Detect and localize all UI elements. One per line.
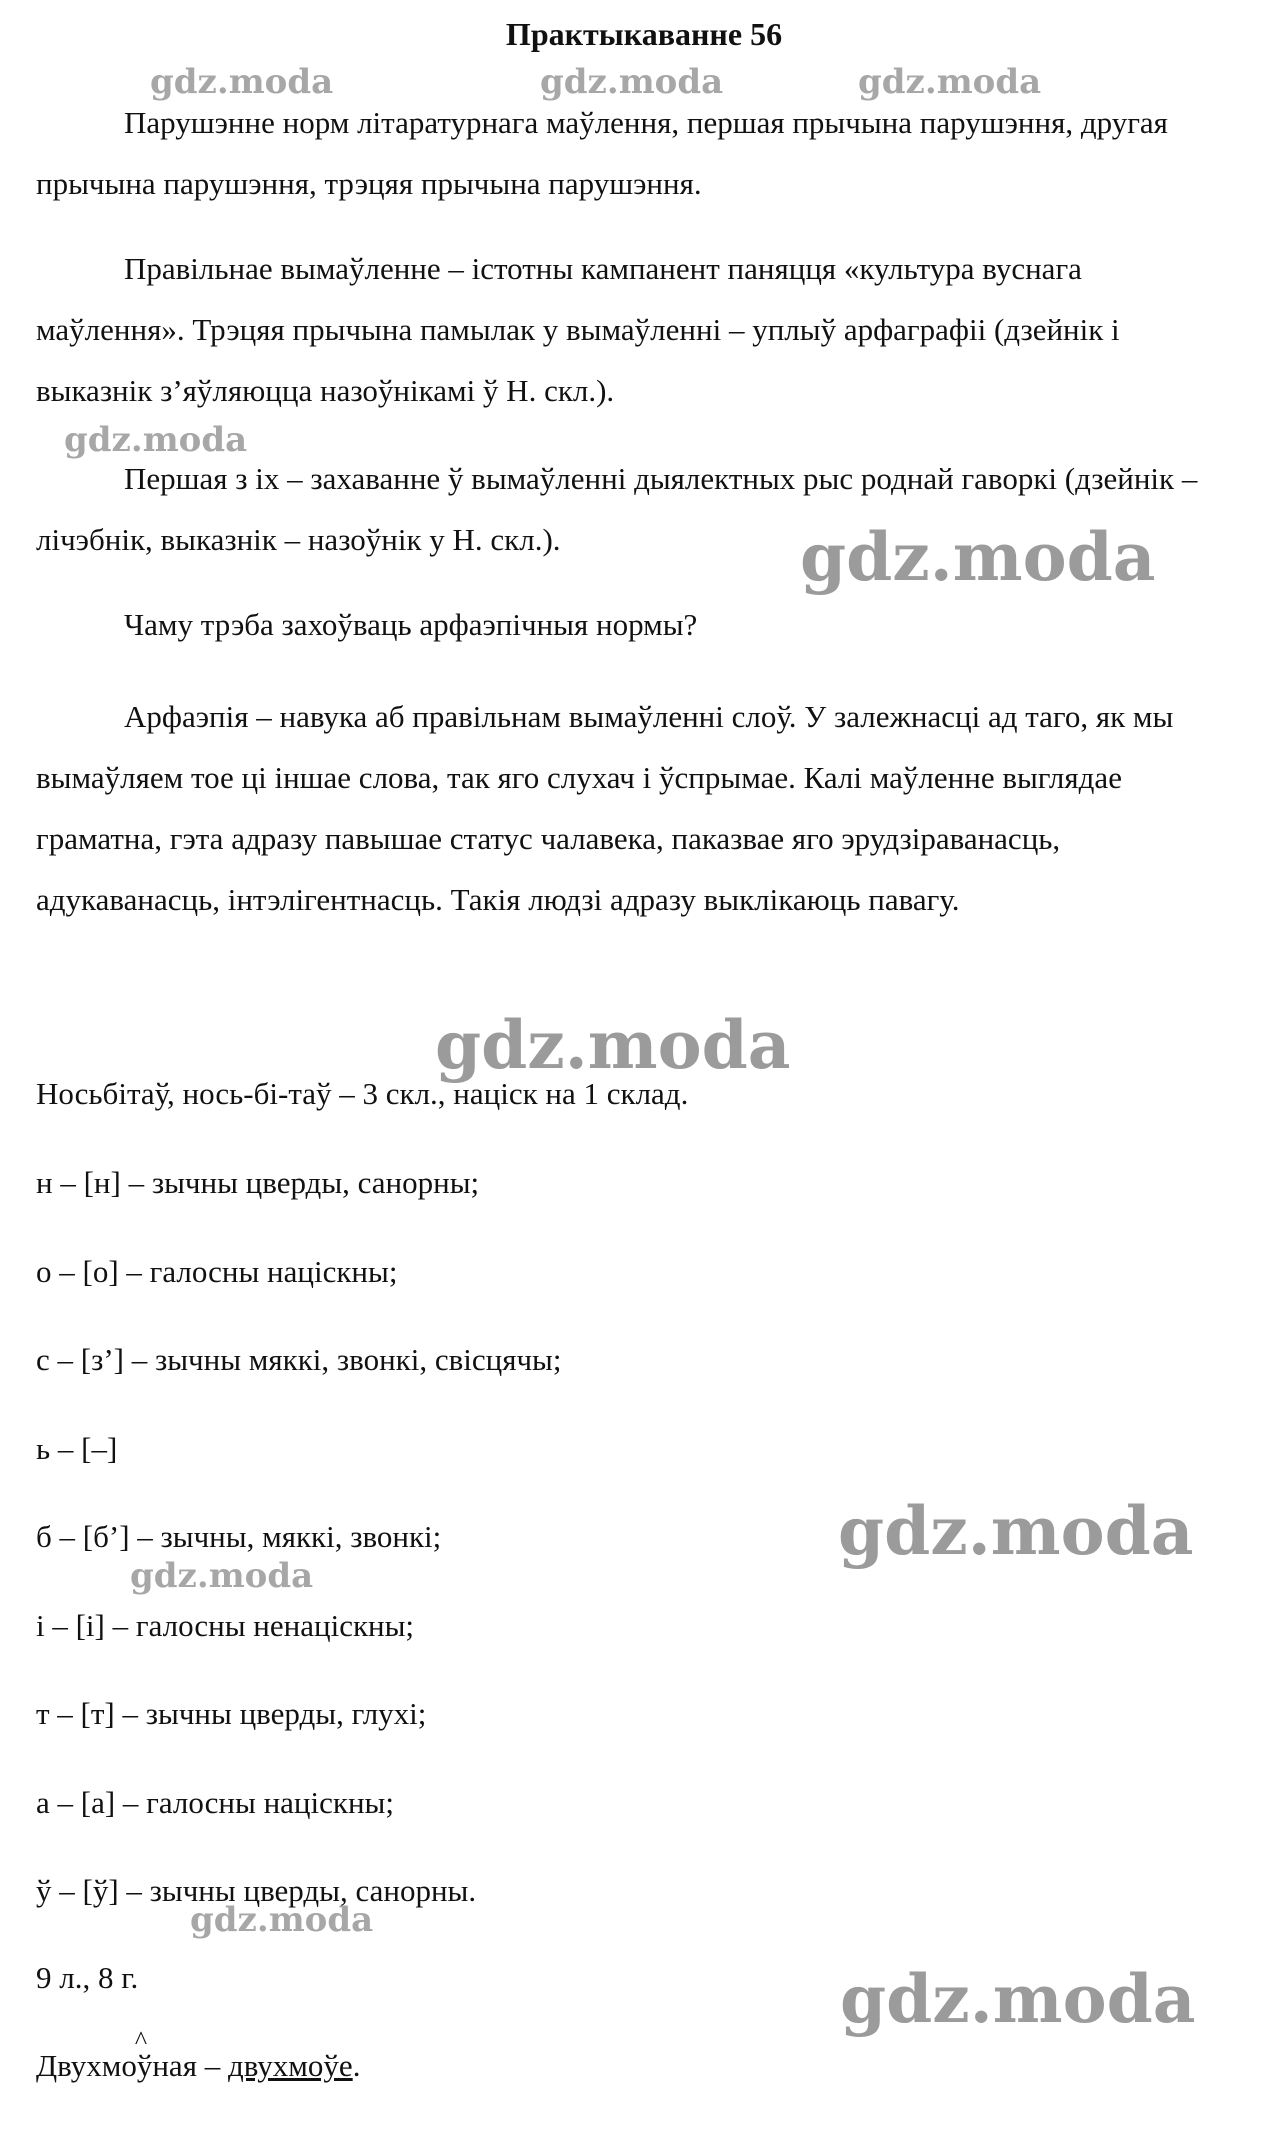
watermark: gdz.moda <box>838 1492 1194 1570</box>
page-title: Практыкаванне 56 <box>505 16 783 52</box>
stressed-letter <box>134 2026 153 2083</box>
caret-mark: ^ <box>134 2026 148 2055</box>
letter-line: н – [н] – зычны цверды, санорны; <box>36 1165 480 1200</box>
watermark: gdz.moda <box>858 62 1042 102</box>
underlined-word: двухмоўе <box>227 2048 353 2083</box>
letter-sound-count: 9 л., 8 г. <box>36 1960 139 1995</box>
letter-line: о – [о] – галосны націскны; <box>36 1254 398 1289</box>
watermark: gdz.moda <box>540 62 724 102</box>
paragraph-orthoepy: Арфаэпія – навука аб правільнам вымаўленні слоў. У залежнасці ад таго, як мы вымаўляем тое ці іншае слова, так яго слухач і ўспрымае. Калі маўленне выглядае граматна, гэта адразу павышае статус чалавека, паказвае яго эрудзіраванасць, адукаванасць, інтэлігентнасць. Такія людзі адразу выклікаюць павагу. <box>36 699 1174 917</box>
watermark: gdz.moda <box>150 62 334 102</box>
word-prefix: Двухмо <box>36 2048 137 2083</box>
watermark: gdz.moda <box>190 1900 374 1940</box>
letter-line: т – [т] – зычны цверды, глухі; <box>36 1696 427 1731</box>
paragraph-correct-pronunciation: Правільнае вымаўленне – істотны кампанент паняцця «культура вуснага маўлення». Трэцяя прычына памылак у вымаўленні – уплыў арфаграфіі (дзейнік і выказнік з’яўляюцца назоўнікамі ў Н. скл.). <box>36 251 1120 408</box>
paragraph-violations: Парушэнне норм літаратурнага маўлення, першая прычына парушэння, другая прычына парушэння, трэцяя прычына парушэння. <box>36 105 1168 201</box>
word-rest: ная – <box>152 2048 228 2083</box>
watermark: gdz.moda <box>435 1006 791 1084</box>
letter-line: с – [з’] – зычны мяккі, звонкі, свісцячы; <box>36 1342 562 1377</box>
letter-line: а – [а] – галосны націскны; <box>36 1785 394 1820</box>
letter-line: ў – [ў] – зычны цверды, санорны. <box>36 1873 477 1908</box>
caret-letter: ў <box>136 2048 153 2083</box>
letter-line: ь – [–] <box>36 1431 118 1466</box>
watermark: gdz.moda <box>800 518 1156 596</box>
letter-line: і – [і] – галосны ненаціскны; <box>36 1608 415 1643</box>
word-analysis-line: Носьбітаў, нось-бі-таў – 3 скл., націск на 1 склад. <box>36 1076 689 1111</box>
watermark: gdz.moda <box>64 420 248 460</box>
word-formation-line <box>36 2026 361 2086</box>
watermark: gdz.moda <box>130 1556 314 1596</box>
line-suffix: . <box>352 2048 361 2083</box>
paragraph-first-reason: Першая з іх – захаванне ў вымаўленні дыялектных рыс роднай гаворкі (дзейнік – лічэбнік, выказнік – назоўнік у Н. скл.). <box>36 461 1198 557</box>
paragraph-question: Чаму трэба захоўваць арфаэпічныя нормы? <box>124 607 698 642</box>
watermark: gdz.moda <box>840 1960 1196 2038</box>
letter-line: б – [б’] – зычны, мяккі, звонкі; <box>36 1519 442 1554</box>
